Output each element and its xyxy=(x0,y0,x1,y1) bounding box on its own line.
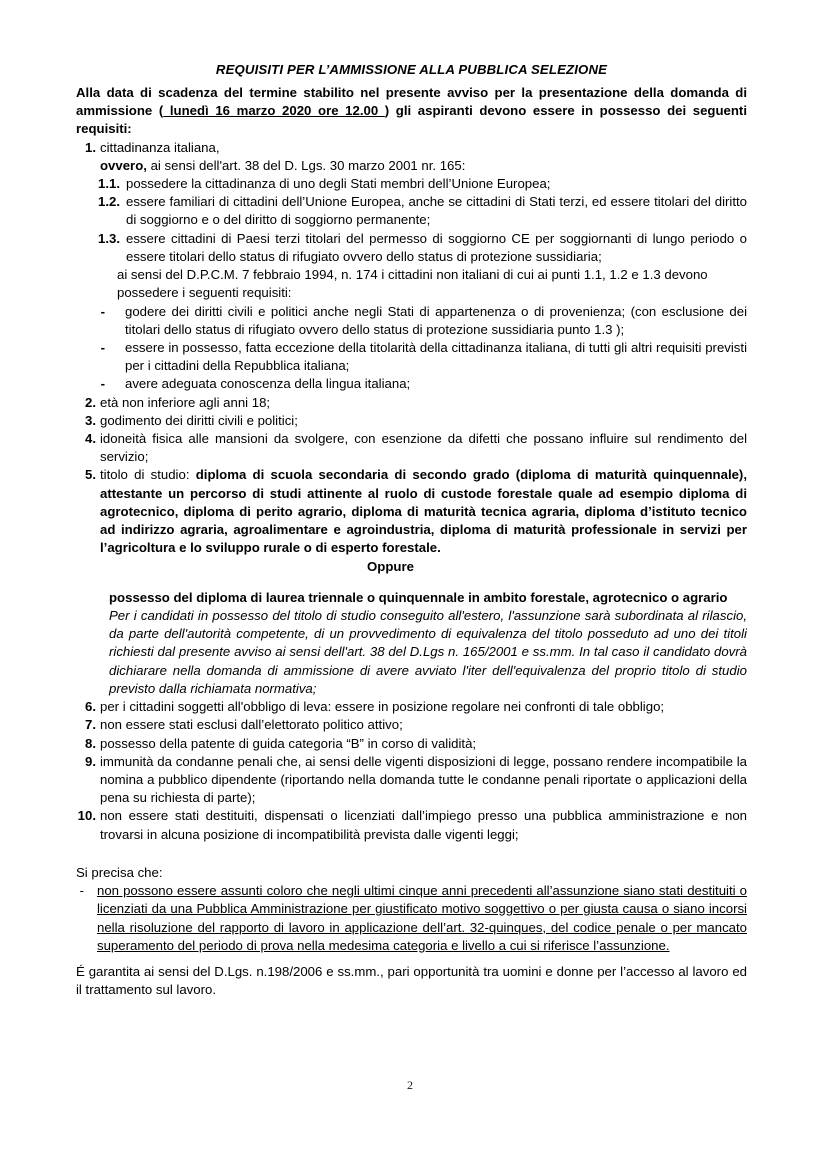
list-item xyxy=(76,430,747,466)
list-item-text: essere familiari di cittadini dell’Unione Europea, anche se cittadini di Stati terzi, ed essere titolari del diritto di soggiorno e o del diritto di soggiorno permanente; xyxy=(126,194,747,228)
list-item xyxy=(76,807,747,843)
intro-after-date: ) gli aspiranti devono essere in possesso dei seguenti requisiti: xyxy=(76,103,747,137)
list-marker: 10. xyxy=(77,808,96,824)
list-marker: 1.2. xyxy=(98,194,120,210)
list-marker: - xyxy=(100,303,105,319)
list-marker: 1.1. xyxy=(98,175,120,191)
list-marker: 9. xyxy=(85,753,96,769)
list-item-text: per i cittadini soggetti all'obbligo di leva: essere in posizione regolare nei confronti di tale obbligo; xyxy=(100,699,665,715)
list-marker: - xyxy=(100,339,105,355)
ovvero-label: ovvero, xyxy=(100,157,147,173)
list-marker: 5. xyxy=(85,467,96,483)
intro-before-date: Alla data di scadenza del termine stabilito nel presente avviso per la presentazione della domanda di ammissione ( xyxy=(76,84,747,119)
deadline-date: lunedì 16 marzo 2020 ore 12.00 xyxy=(163,103,385,119)
page-title: REQUISITI PER L’AMMISSIONE ALLA PUBBLICA SELEZIONE xyxy=(215,62,608,77)
list-item-text: età non inferiore agli anni 18; xyxy=(100,394,271,410)
pari-opportunita-paragraph: É garantita ai sensi del D.Lgs. n.198/2006 e ss.mm., pari opportunità tra uomini e donne per l’accesso al lavoro ed il trattamento sul lavoro. xyxy=(76,963,747,998)
list-item-text: non essere stati esclusi dall’elettorato politico attivo; xyxy=(100,717,403,733)
list-item xyxy=(76,753,747,808)
list-item xyxy=(76,466,747,557)
list-item-text: idoneità fisica alle mansioni da svolgere, con esenzione da difetti che possano influire sul rendimento del servizio; xyxy=(100,431,747,465)
laurea-requirement: possesso del diploma di laurea triennale o quinquennale in ambito forestale, agrotecnico o agrario xyxy=(109,589,728,605)
list-item-text: godimento dei diritti civili e politici; xyxy=(100,412,298,428)
list-marker: - xyxy=(79,883,84,899)
list-item-text: non essere stati destituiti, dispensati o licenziati dall’impiego presso una pubblica amministrazione e non trovarsi in alcuna posizione di incompatibilità prevista dalle vigenti leggi; xyxy=(100,808,747,842)
list-item xyxy=(76,412,747,430)
list-item-text: possedere la cittadinanza di uno degli Stati membri dell’Unione Europea; xyxy=(126,175,551,191)
list-item xyxy=(76,394,747,412)
list-item-text: essere in possesso, fatta eccezione della titolarità della cittadinanza italiana, di tutti gli altri requisiti previsti per i cittadini della Repubblica italiana; xyxy=(125,339,747,374)
list-item xyxy=(76,882,747,955)
list-item xyxy=(76,193,747,229)
si-precisa-label: Si precisa che: xyxy=(76,864,163,880)
list-marker: 8. xyxy=(85,735,96,751)
list-item xyxy=(76,230,747,266)
list-item xyxy=(76,303,747,339)
list-item xyxy=(76,139,747,157)
page-number: 2 xyxy=(407,1078,413,1092)
list-item xyxy=(76,716,747,734)
equivalenza-note: Per i candidati in possesso del titolo di studio conseguito all'estero, l'assunzione sarà subordinata al rilascio, da parte dell'autorità competente, di un provvedimento di equivalenza del titolo posseduto ad uno dei titoli richiesti dal presente avviso ai sensi dell'art. 38 del D.Lgs n. 165/2001 e ss.mm. In tal caso il candidato dovrà dichiarare nella domanda di ammissione di avere avviato l'iter dell'equivalenza del proprio titolo di studio previsto dalla richiamata normativa; xyxy=(109,608,747,696)
ovvero-rest: ai sensi dell'art. 38 del D. Lgs. 30 marzo 2001 nr. 165: xyxy=(146,157,466,173)
list-item-text: possesso della patente di guida categoria “B” in corso di validità; xyxy=(100,735,477,751)
list-item xyxy=(76,735,747,753)
dpcm-note: ai sensi del D.P.C.M. 7 febbraio 1994, n. 174 i cittadini non italiani di cui ai punti 1.1, 1.2 e 1.3 devono possedere i seguenti requisiti: xyxy=(117,267,708,301)
list-marker: 1. xyxy=(85,139,96,155)
list-item xyxy=(76,339,747,375)
titolo-di-studio-value: diploma di scuola secondaria di secondo grado (diploma di maturità quinquennale), attestante un percorso di studi attinente al ruolo di custode forestale quale ad esempio diploma di agrotecnico, diploma di perito agrario, diploma di maturità tecnica agraria, diploma d’istituto tecnico ad indirizzo agraria, agroalimentare e agroindustria, diploma di maturità professionale in servizi per l’agricoltura e lo sviluppo rurale o di esperto forestale. xyxy=(100,467,747,556)
list-item-text xyxy=(100,466,747,557)
list-marker: 4. xyxy=(85,431,96,447)
list-item-text: godere dei diritti civili e politici anche negli Stati di appartenenza o di provenienza; (con esclusione dei titolari dello status di rifugiato ovvero dello status di protezione sussidiaria punto 1.3 ); xyxy=(125,303,747,337)
list-item-text: cittadinanza italiana, xyxy=(100,139,220,155)
list-item-text: avere adeguata conoscenza della lingua italiana; xyxy=(125,376,411,392)
ovvero-line xyxy=(76,157,747,175)
list-marker: 1.3. xyxy=(98,230,120,246)
spacer xyxy=(76,955,747,963)
list-marker: 7. xyxy=(85,717,96,733)
spacer xyxy=(76,576,747,589)
list-item xyxy=(76,698,747,716)
list-item-text: immunità da condanne penali che, ai sensi delle vigenti disposizioni di legge, possano rendere incompatibile la nomina a pubblico dipendente (riportando nella domanda tutte le condanne penali riportate o applicazioni della pena su richiesta di parte); xyxy=(100,753,747,806)
list-item xyxy=(76,175,747,193)
list-marker: - xyxy=(100,376,105,392)
list-marker: 2. xyxy=(85,394,96,410)
titolo-di-studio-label: titolo di studio: xyxy=(100,467,196,483)
spacer xyxy=(76,844,747,864)
list-item xyxy=(76,375,747,393)
oppure-label: Oppure xyxy=(367,558,414,574)
intro-paragraph xyxy=(76,84,747,139)
list-marker: 6. xyxy=(85,699,96,715)
list-marker: 3. xyxy=(85,412,96,428)
list-item-text: essere cittadini di Paesi terzi titolari del permesso di soggiorno CE per soggiornanti di lungo periodo o essere titolari dello status di rifugiato ovvero dello status di protezione sussidiaria; xyxy=(126,230,747,264)
assunzione-exclusion-clause: non possono essere assunti coloro che negli ultimi cinque anni precedenti all’assunzione siano stati destituiti o licenziati da una Pubblica Amministrazione per giustificato motivo soggettivo o per giusta causa o siano incorsi nella risoluzione del rapporto di lavoro in applicazione dell’art. 32-quinques, del codice penale o per mancato superamento del periodo di prova nella medesima categoria e livello a cui si riferisce l’assunzione. xyxy=(97,883,747,953)
